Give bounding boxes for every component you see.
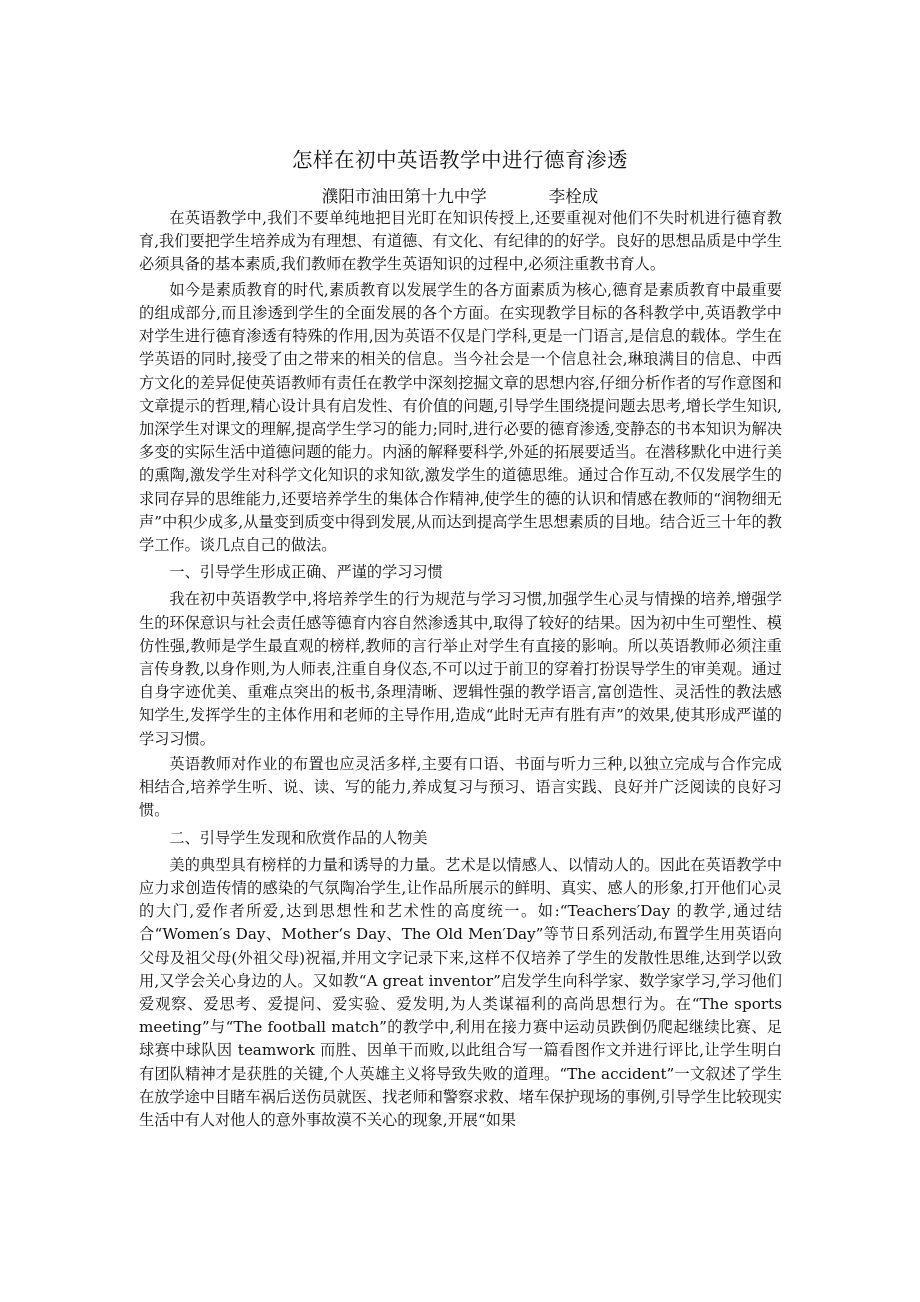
section-heading-2: 二、引导学生发现和欣赏作品的人物美 (169, 828, 428, 847)
paragraph-section1-b: 英语教师对作业的布置也应灵活多样,主要有口语、书面与听力三种,以独立完成与合作完成相结合,培养学生听、说、读、写的能力,养成复习与预习、语言实践、良好并广泛阅读的良好习惯。 (139, 755, 782, 820)
paragraph-context: 如今是素质教育的时代,素质教育以发展学生的各方面素质为核心,德育是素质教育中最重要的组成部分,而且渗透到学生的全面发展的各个方面。在实现教学目标的各科教学中,英语教学中对学生进行德育渗透有特殊的作用,因为英语不仅是门学科,更是一门语言,是信息的载体。学生在学英语的同时,接受了由之带来的相关的信息。当今社会是一个信息社会,琳琅满目的信息、中西方文化的差异促使英语教师有责任在教学中深刻挖掘文章的思想内容,仔细分析作者的写作意图和文章提示的哲理,精心设计具有启发性、有价值的问题,引导学生围绕提问题去思考,增长学生知识,加深学生对课文的理解,提高学生学习的能力;同时,进行必要的德育渗透,变静态的书本知识为解决多变的实际生活中道德问题的能力。内涵的解释要科学,外延的拓展要适当。在潜移默化中进行美的熏陶,激发学生对科学文化知识的求知欲,激发学生的道德思维。通过合作互动,不仅发展学生的求同存异的思维能力,还要培养学生的集体合作精神,使学生的德的认识和情感在教师的“润物细无声”中积少成多,从量变到质变中得到发展,从而达到提高学生思想素质的目地。结合近三十年的教学工作。谈几点自己的做法。 (139, 280, 782, 555)
school-name: 濮阳市油田第十九中学 (321, 187, 487, 206)
document-body (139, 207, 782, 1134)
author-name: 李栓成 (548, 187, 599, 206)
paragraph-section1-a: 我在初中英语教学中,将培养学生的行为规范与学习习惯,加强学生心灵与情操的培养,增强学生的环保意识与社会责任感等德育内容自然渗透其中,取得了较好的结果。因为初中生可塑性、模仿性强,教师是学生最直观的榜样,教师的言行举止对学生有直接的影响。所以英语教师必须注重言传身教,以身作则,为人师表,注重自身仪态,不可以过于前卫的穿着打扮误导学生的审美观。通过自身字迹优美、重难点突出的板书,条理清晰、逻辑性强的教学语言,富创造性、灵活性的教法感知学生,发挥学生的主体作用和老师的主导作用,造成“此时无声有胜有声”的效果,使其形成严谨的学习习惯。 (139, 590, 782, 748)
section-heading-1: 一、引导学生形成正确、严谨的学习习惯 (169, 563, 443, 582)
paragraph-section2-a: 美的典型具有榜样的力量和诱导的力量。艺术是以情感人、以情动人的。因此在英语教学中应力求创造传情的感染的气氛陶冶学生,让作品所展示的鲜明、真实、感人的形象,打开他们心灵的大门,爱作者所爱,达到思想性和艺术性的高度统一。如:“Teachers′Day 的教学,通过结合“Women′s Day、Mother‘s Day、The Old Men′Day”等节日系列活动,布置学生用英语向父母及祖父母(外祖父母)祝福,并用文字记录下来,这样不仅培养了学生的发散性思维,达到学以致用,又学会关心身边的人。又如教“A great inventor”启发学生向科学家、数学家学习,学习他们爱观察、爱思考、爱提问、爱实验、爱发明,为人类谋福利的高尚思想行为。在“The sports meeting”与“The football match”的教学中,利用在接力赛中运动员跌倒仍爬起继续比赛、足球赛中球队因 teamwork 而胜、因单干而败,以此组合写一篇看图作文并进行评比,让学生明白有团队精神才是获胜的关键,个人英雄主义将导致失败的道理。“The accident”一文叙述了学生在放学途中目睹车祸后送伤员就医、找老师和警察求救、堵车保护现场的事例,引导学生比较现实生活中有人对他人的意外事故漠不关心的现象,开展“如果 (139, 855, 782, 1130)
paragraph-intro: 在英语教学中,我们不要单纯地把目光盯在知识传授上,还要重视对他们不失时机进行德育教育,我们要把学生培养成为有理想、有道德、有文化、有纪律的的好学。良好的思想品质是中学生必须具备的基本素质,我们教师在教学生英语知识的过程中,必须注重教书育人。 (139, 209, 782, 274)
document-title: 怎样在初中英语教学中进行德育渗透 (292, 148, 628, 172)
